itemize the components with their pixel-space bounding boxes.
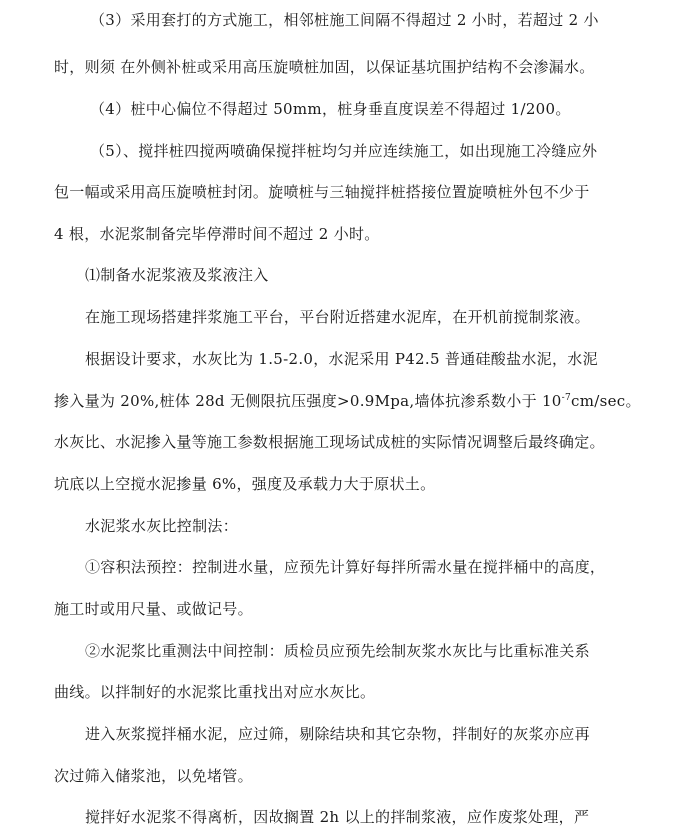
section-heading: ⑴制备水泥浆液及浆液注入: [85, 266, 269, 284]
text-line-1: （3）采用套打的方式施工，相邻桩施工间隔不得超过 2 小时，若超过 2 小: [90, 11, 599, 29]
text-line-17: 曲线。以拌制好的水泥浆比重找出对应水灰比。: [54, 683, 376, 701]
text-line-11: 水灰比、水泥掺入量等施工参数根据施工现场试成桩的实际情况调整后最终确定。: [54, 433, 605, 451]
text-line-6: 4 根，水泥浆制备完毕停滞时间不超过 2 小时。: [54, 225, 380, 243]
text-line-13: 水泥浆水灰比控制法：: [85, 517, 239, 535]
text-line-9: 根据设计要求，水灰比为 1.5-2.0，水泥采用 P42.5 普通硅酸盐水泥，水泥: [85, 350, 598, 368]
text-line-4: （5）、搅拌桩四搅两喷确保搅拌桩均匀并应连续施工，如出现施工冷缝应外: [90, 142, 598, 160]
text-line-14: ①容积法预控：控制进水量，应预先计算好每拌所需水量在搅拌桶中的高度，: [85, 558, 606, 576]
text-line-superscript: [54, 391, 641, 411]
text-line-15: 施工时或用尺量、或做记号。: [54, 600, 253, 618]
text-line-12: 坑底以上空搅水泥掺量 6%，强度及承载力大于原状土。: [54, 475, 436, 493]
text-line-3: （4）桩中心偏位不得超过 50mm，桩身垂直度误差不得超过 1/200。: [90, 100, 571, 118]
superscript-exponent: -7: [561, 393, 572, 403]
text-line-19: 次过筛入储浆池，以免堵管。: [54, 767, 253, 785]
text-line-2: 时，则须 在外侧补桩或采用高压旋喷桩加固，以保证基坑围护结构不会渗漏水。: [54, 58, 595, 76]
text-before-superscript: 掺入量为 20%,桩体 28d 无侧限抗压强度>0.9Mpa,墙体抗渗系数小于 10: [54, 392, 562, 410]
text-line-5: 包一幅或采用高压旋喷桩封闭。旋喷桩与三轴搅拌桩搭接位置旋喷桩外包不少于: [54, 183, 590, 201]
text-line-20: 搅拌好水泥浆不得离析，因故搁置 2h 以上的拌制浆液，应作废浆处理，严: [85, 808, 590, 826]
text-after-superscript: cm/sec。: [571, 392, 641, 410]
text-line-18: 进入灰浆搅拌桶水泥，应过筛，剔除结块和其它杂物，拌制好的灰浆亦应再: [85, 725, 590, 743]
text-line-16: ②水泥浆比重测法中间控制：质检员应预先绘制灰浆水灰比与比重标准关系: [85, 642, 590, 660]
text-line-8: 在施工现场搭建拌浆施工平台，平台附近搭建水泥库，在开机前搅制浆液。: [85, 308, 590, 326]
